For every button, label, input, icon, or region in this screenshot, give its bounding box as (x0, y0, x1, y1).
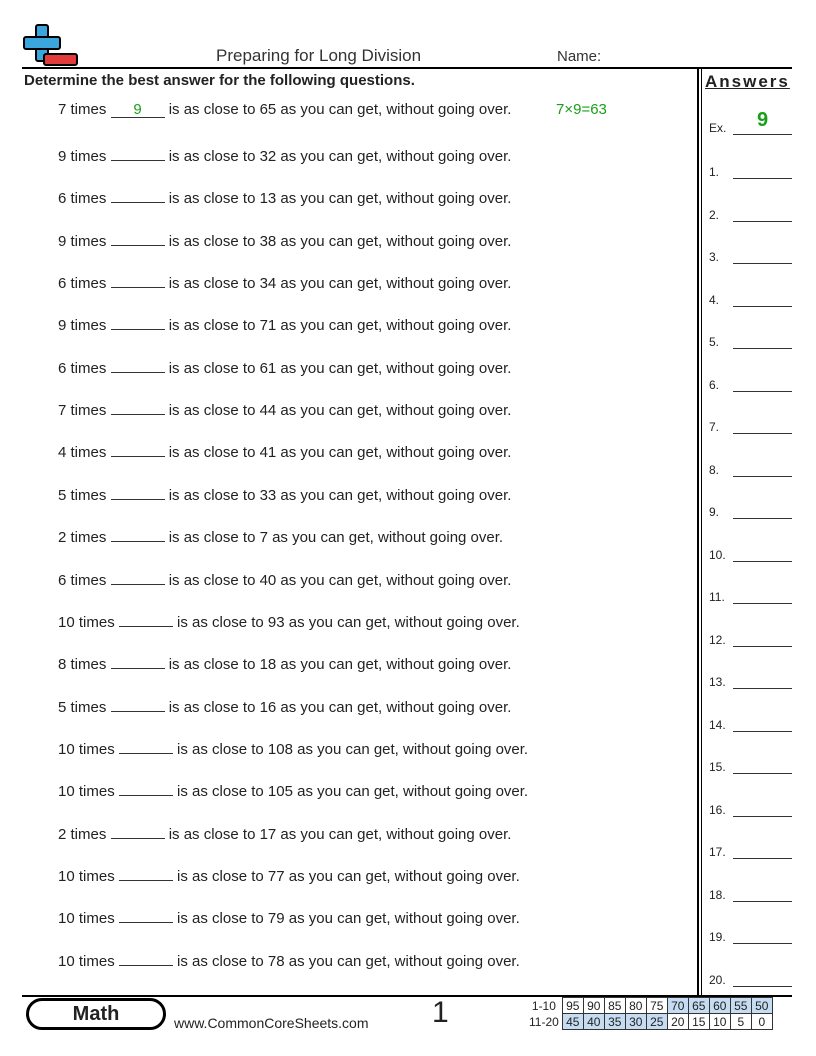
answer-line[interactable] (733, 986, 792, 987)
question-before-text: 6 times (58, 359, 107, 377)
answer-row (709, 544, 793, 562)
score-cell: 80 (625, 998, 646, 1014)
answer-line[interactable] (733, 646, 792, 647)
answer-row (709, 969, 793, 987)
score-cell: 60 (709, 998, 730, 1014)
question-after-text: is as close to 38 as you can get, without going over. (168, 232, 512, 250)
answer-row (709, 416, 793, 434)
question-after-text: is as close to 13 as you can get, without going over. (168, 190, 512, 208)
question-answer-blank[interactable] (119, 949, 173, 966)
answer-label: 10. (709, 547, 726, 562)
answer-row (709, 331, 793, 349)
question-answer-blank[interactable] (119, 864, 173, 881)
question-before-text: 7 times (58, 402, 107, 420)
answer-label: 20. (709, 972, 726, 987)
score-cell: 85 (604, 998, 625, 1014)
score-cell: 35 (604, 1014, 625, 1030)
question-answer-blank[interactable] (111, 144, 165, 161)
header-divider (22, 67, 792, 69)
question-before-text: 6 times (58, 571, 107, 589)
example-answer-blank: 9 (111, 101, 165, 118)
question-after-text: is as close to 33 as you can get, without going over. (168, 486, 512, 504)
answer-row (709, 246, 793, 264)
question-answer-blank[interactable] (111, 229, 165, 246)
answer-line[interactable] (733, 476, 792, 477)
answer-row (709, 629, 793, 647)
answer-line[interactable] (733, 603, 792, 604)
score-cell: 10 (709, 1014, 730, 1030)
answer-label: 18. (709, 887, 726, 902)
question-before-text: 10 times (58, 867, 115, 885)
example-answer: 9 (756, 109, 769, 131)
question-before-text: 6 times (58, 190, 107, 208)
answer-line[interactable] (733, 858, 792, 859)
answer-line[interactable] (733, 391, 792, 392)
answer-line[interactable] (733, 688, 792, 689)
question-after-text: is as close to 7 as you can get, without going over. (168, 529, 504, 547)
question-answer-blank[interactable] (111, 398, 165, 415)
question-answer-blank[interactable] (111, 313, 165, 330)
answer-line[interactable] (733, 816, 792, 817)
answer-label: 1. (709, 165, 720, 179)
question-answer-blank[interactable] (111, 652, 165, 669)
answer-label: 11. (709, 590, 725, 604)
answer-label: 14. (709, 717, 726, 732)
answer-label: 17. (709, 845, 726, 859)
question-before-text: 6 times (58, 275, 107, 293)
answer-label: Ex. (709, 121, 727, 135)
question-after-text: is as close to 93 as you can get, without going over. (177, 613, 520, 631)
question-answer-blank[interactable] (119, 906, 173, 923)
score-cell: 50 (751, 998, 772, 1014)
question-answer-blank[interactable] (111, 356, 165, 373)
question-after-text: is as close to 77 as you can get, without going over. (177, 867, 520, 885)
answer-row (709, 586, 793, 604)
answer-label: 9. (709, 505, 720, 519)
answer-row (709, 926, 793, 944)
answer-label: 13. (709, 675, 726, 689)
score-cell: 65 (688, 998, 709, 1014)
score-cell: 55 (730, 998, 751, 1014)
answer-line[interactable] (733, 901, 792, 902)
question-before-text: 9 times (58, 148, 107, 165)
question-answer-blank[interactable] (111, 822, 165, 839)
score-cell: 90 (583, 998, 604, 1014)
answer-line (733, 134, 792, 135)
answer-line[interactable] (733, 731, 792, 732)
question-answer-blank[interactable] (111, 568, 165, 585)
answer-line[interactable] (733, 263, 792, 264)
instructions: Determine the best answer for the following questions. (24, 72, 415, 89)
question-before-text: 9 times (58, 232, 107, 250)
question-after-text: is as close to 34 as you can get, without going over. (168, 275, 512, 293)
score-cell: 40 (583, 1014, 604, 1030)
question-after-text: is as close to 44 as you can get, without going over. (168, 402, 512, 420)
question-before-text: 10 times (58, 783, 115, 801)
answer-row (709, 756, 793, 774)
answer-line[interactable] (733, 518, 792, 519)
answer-column-divider (697, 67, 699, 995)
question-before-text: 7 times (58, 101, 107, 118)
answer-label: 15. (709, 760, 726, 774)
answer-label: 16. (709, 802, 726, 817)
answer-row (709, 501, 793, 519)
answer-row (709, 161, 793, 179)
question-before-text: 10 times (58, 740, 115, 758)
score-range-label: 11-20 (529, 1014, 559, 1029)
question-before-text: 2 times (58, 529, 107, 547)
question-after-text: is as close to 40 as you can get, without going over. (168, 571, 512, 589)
question-answer-blank[interactable] (119, 610, 173, 627)
subject-badge: Math (26, 998, 166, 1030)
answer-label: 12. (709, 632, 726, 647)
score-cell: 0 (751, 1014, 772, 1030)
question-after-text: is as close to 41 as you can get, without going over. (168, 444, 512, 462)
answer-row (709, 289, 793, 307)
answer-line[interactable] (733, 773, 792, 774)
question-answer-blank[interactable] (119, 737, 173, 754)
score-cell: 25 (646, 1014, 667, 1030)
question-before-text: 8 times (58, 656, 107, 674)
score-cell: 20 (667, 1014, 688, 1030)
score-cell: 95 (562, 998, 583, 1014)
question-answer-blank[interactable] (111, 186, 165, 203)
question-before-text: 10 times (58, 910, 115, 928)
question-answer-blank[interactable] (119, 779, 173, 796)
answer-column-divider-inner (701, 67, 702, 995)
answer-line[interactable] (733, 178, 792, 179)
question-answer-blank[interactable] (111, 271, 165, 288)
score-cell: 15 (688, 1014, 709, 1030)
answer-row (709, 671, 793, 689)
question-before-text: 2 times (58, 825, 107, 843)
question-after-text: is as close to 108 as you can get, without going over. (177, 740, 529, 758)
score-cell: 70 (667, 998, 688, 1014)
question-after-text: is as close to 61 as you can get, without going over. (168, 359, 512, 377)
answer-line[interactable] (733, 348, 792, 349)
answer-label: 3. (709, 250, 720, 264)
answer-line[interactable] (733, 221, 792, 222)
question-after-text: is as close to 79 as you can get, without going over. (177, 910, 520, 928)
page-number: 1 (432, 996, 449, 1029)
name-label: Name: (557, 48, 602, 65)
score-cell: 30 (625, 1014, 646, 1030)
question-before-text: 10 times (58, 952, 115, 970)
answer-label: 2. (709, 207, 720, 222)
answer-row (709, 374, 793, 392)
question-before-text: 4 times (58, 444, 107, 462)
question-answer-blank[interactable] (111, 483, 165, 500)
answer-row (709, 204, 793, 222)
plus-minus-logo-icon (22, 24, 80, 68)
answer-line[interactable] (733, 433, 792, 434)
example-work: 7×9=63 (556, 101, 607, 118)
answer-label: 4. (709, 292, 720, 307)
answer-row-example (709, 109, 793, 135)
question-answer-blank[interactable] (111, 695, 165, 712)
score-row (527, 998, 772, 1014)
score-range-label: 1-10 (531, 998, 556, 1013)
question-before-text: 10 times (58, 613, 115, 631)
question-after-text: is as close to 105 as you can get, without going over. (177, 783, 529, 801)
answer-line[interactable] (733, 306, 792, 307)
question-after-text: is as close to 18 as you can get, without going over. (168, 656, 512, 674)
answer-label: 8. (709, 462, 720, 477)
question-before-text: 9 times (58, 317, 107, 335)
score-cell: 45 (562, 1014, 583, 1030)
page-title: Preparing for Long Division (216, 46, 422, 65)
answer-label: 5. (709, 335, 720, 349)
score-row (527, 1014, 772, 1030)
answers-heading: Answers (705, 72, 790, 91)
answer-label: 19. (709, 930, 726, 944)
score-table (527, 997, 773, 1030)
question-answer-blank[interactable] (111, 440, 165, 457)
question-answer-blank[interactable] (111, 525, 165, 542)
question-after-text: is as close to 17 as you can get, without going over. (168, 825, 512, 843)
score-cell: 75 (646, 998, 667, 1014)
question-before-text: 5 times (58, 698, 107, 716)
question-after-text: is as close to 16 as you can get, without going over. (168, 698, 512, 716)
answer-row (709, 714, 793, 732)
question-after-text: is as close to 32 as you can get, without going over. (168, 148, 512, 165)
answer-row (709, 459, 793, 477)
answer-row (709, 841, 793, 859)
answer-line[interactable] (733, 943, 792, 944)
website-url: www.CommonCoreSheets.com (174, 1015, 369, 1031)
question-after-text: is as close to 71 as you can get, without going over. (168, 317, 512, 335)
answer-label: 6. (709, 377, 720, 392)
question-after-text: is as close to 78 as you can get, without going over. (177, 952, 520, 970)
question-after-text: is as close to 65 as you can get, without going over. (168, 101, 512, 118)
question-before-text: 5 times (58, 486, 107, 504)
answer-line[interactable] (733, 561, 792, 562)
score-cell: 5 (730, 1014, 751, 1030)
answer-row (709, 799, 793, 817)
answer-label: 7. (709, 420, 720, 434)
answer-row (709, 884, 793, 902)
